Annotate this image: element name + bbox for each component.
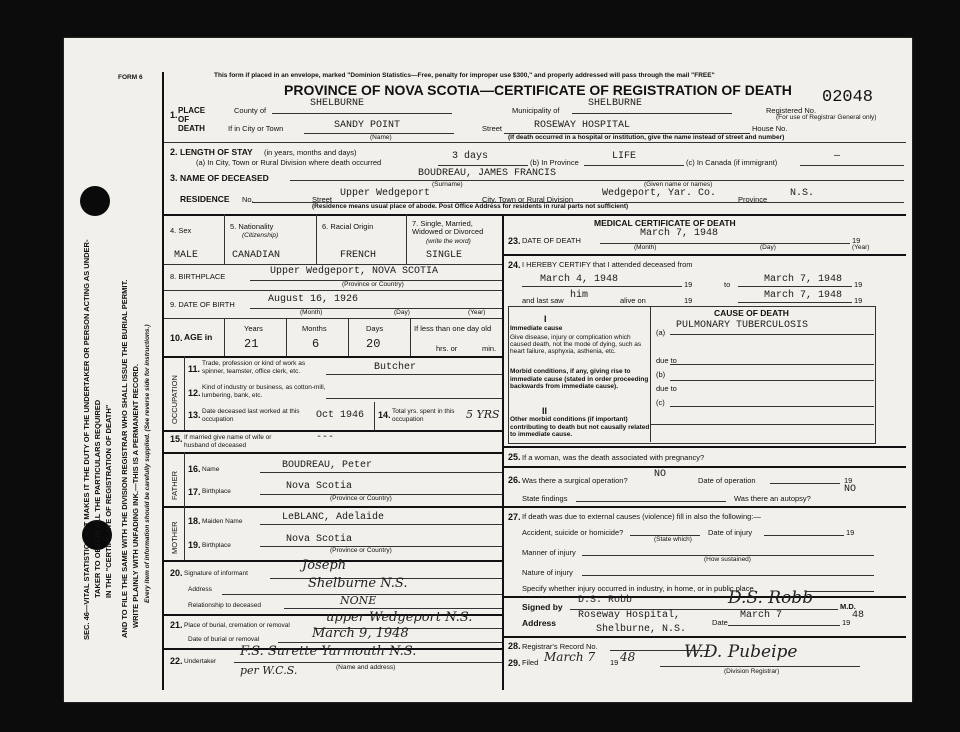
side-text-2: TAKER TO OBTAIN ALL THE PARTICULARS REQUIRED: [93, 399, 102, 598]
surgical-operation: NO: [654, 469, 667, 480]
father-birthplace: Nova Scotia: [286, 481, 353, 492]
attended-from: March 4, 1948: [540, 274, 619, 285]
medical-header: MEDICAL CERTIFICATE OF DEATH: [594, 218, 736, 228]
side-text-5: WRITE PLAINLY WITH UNFADING INK.—THIS IS A PERMANENT RECORD.: [131, 363, 140, 628]
informant-relationship: NONE: [340, 594, 377, 607]
informant-address: Shelburne N.S.: [308, 576, 408, 591]
filed-date: March 7: [544, 650, 596, 664]
last-saw: him: [570, 290, 589, 301]
form-number: FORM 6: [118, 74, 143, 81]
residence-city: Wedgeport, Yar. Co.: [602, 188, 717, 199]
doctor-signature: D.S. Robb: [728, 588, 814, 608]
age-months: 6: [312, 337, 320, 351]
marital-value: SINGLE: [426, 250, 463, 261]
side-text-4: AND TO FILE THE SAME WITH THE DIVISION REGISTRAR WHO SHALL ISSUE THE BURIAL PERMIT.: [120, 279, 129, 638]
attended-to: March 7, 1948: [764, 274, 843, 285]
stay-province: LIFE: [612, 151, 637, 162]
age-years: 21: [244, 337, 259, 351]
side-text-1: SEC. 46—VITAL STATISTICS ACT MAKES IT THE DUTY OF THE UNDERTAKER OR PERSON ACTING AS UNDER-: [82, 239, 91, 640]
burial-date: March 9, 1948: [312, 626, 409, 641]
date-of-death: March 7, 1948: [640, 228, 719, 239]
undertaker-per: per W.C.S.: [240, 664, 298, 677]
alive-on: March 7, 1948: [764, 290, 843, 301]
father-name: BOUDREAU, Peter: [282, 460, 373, 471]
deceased-name: BOUDREAU, JAMES FRANCIS: [418, 168, 557, 179]
municipality-value: SHELBURNE: [588, 98, 643, 109]
place-of-death-label: PLACE OF DEATH: [178, 106, 206, 133]
death-certificate: SEC. 46—VITAL STATISTICS ACT MAKES IT THE DUTY OF THE UNDERTAKER OR PERSON ACTING AS UNDER- TAKER TO OBTAIN ALL THE PARTICULARS REQUIRED IN THE "CERTIFICATE OF REGISTRATION OF DEATH" AND TO FILE THE SAME WITH THE DIVISION REGISTRAR WHO SHALL ISSUE THE BURIAL PERMIT. WRITE PLAINLY WITH UNFADING INK.—THIS IS A PERMANENT RECORD. Every item of information should be carefully supplied. (See reverse side for instructions.) FORM 6 This form if placed in an envelope, marked "Dominion Statistics—Free, penalty for improper use $300," and properly addressed will pass through the mail "FREE" PROVINCE OF NOVA SCOTIA—CERTIFICATE OF REGISTRATION OF DEATH 02048 1. PLACE OF DEATH County of SHELBURNE Municipality of SHELBURNE Registered No. (For use of Registrar General only) If in City or Town SANDY POINT (Name) Street ROSEWAY HOSPITAL House No. (If death occurred in a hospital or institution, give the name instead of street and number) 2. LENGTH OF STAY (in years, months and days) (a) In City, Town or Rural Division where death occurred 3 days (b) In Province LIFE (c) In Canada (if immigrant) — 3. NAME OF DECEASED BOUDREAU, JAMES FRANCIS (Surname) (Given name or names) RESIDENCE No. Street Upper Wedgeport City, Town or Rural Division Wedgeport, Yar. Co. Province N.S. (Residence means usual place of abode. Post Office Address for residents in rural parts not sufficient) 4. Sex MALE 5. Nationality (Citizenship) CANADIAN 6. Racial Origin FRENCH 7. Single, Married, Widowed or Divorced (write the word) SINGLE 8. BIRTHPLACE Upper Wedgeport, NOVA SCOTIA (Province or Country) 9. DATE OF BIRTH August 16, 1926 (Month) (Day) (Year) 10. AGE in Years 21 Months 6 Days 20 If less than one day old hrs. or min. OCCUPATION 11. Trade, profession or kind of work as spinner, teamster, office clerk, etc. Butcher 12. Kind of industry or business, as cotton-mill, lumbering, bank, etc. 13. Date deceased last worked at this occupation Oct 1946 14. Total yrs. spent in this occupation 5 YRS 15. If married give name of wife or husband of deceased --- FATHER 16. Name BOUDREAU, Peter 17. Birthplace Nova Scotia (Province or Country) MOTHER 18. Maiden Name LeBLANC, Adelaide 19. Birthplace Nova Scotia (Province or Country) 20. Signature of informant Joseph Address Shelburne N.S. Relationship to deceased NONE 21. Place of burial, cremation or removal upper Wedgeport N.S. Date of burial or removal March 9, 1948 22. Undertaker F.S. Surette Yarmouth N.S. per W.C.S. (Name and address) MEDICAL CERTIFICATE OF DEATH 23. DATE OF DEATH March 7, 1948 (Month) (Day) 19 (Year) 24. I HEREBY CERTIFY that I attended deceased from March 4, 1948 19 to March 7, 1948 19 and last saw him alive on 19 March 7, 1948 19 CAUSE OF DEATH I Immediate cause Give disease, injury or complication which caused death, not the mode of dying, such as heart failure, asphyxia, asthenia, etc. (a) PULMONARY TUBERCULOSIS due to Morbid conditions, if any, giving rise to immediate cause (stated in order proceeding backwards from immediate cause). (b) due to (c) II Other morbid conditions (if important) contributing to death but not causally related to immediate cause. 25. If a woman, was the death associated with pregnancy? 26. Was there a surgical operation? NO Date of operation 19 State findings Was there an autopsy? NO 27. If death was due to external causes (violence) fill in also the following:— Accident, suicide or homicide? (State which) Date of injury 19 Manner of injury (How sustained) Nature of injury Specify whether injury occurred in industry, in home, or in public place Signed by D.S. Robb D.S. Robb M.D. Address Roseway Hospital, Shelburne, N.S. Date March 7 19 48 28. Registrar's Record No. 29. Filed March 7 19 48 W.D. Pubeipe (Division Registrar): [64, 38, 912, 702]
side-text-6: Every item of information should be carefully supplied. (See reverse side for instructions.): [144, 324, 151, 603]
registrar-signature: W.D. Pubeipe: [684, 642, 798, 662]
residence-province: N.S.: [790, 188, 815, 199]
informant-signature: Joseph: [302, 558, 347, 573]
occupation-trade: Butcher: [374, 362, 417, 373]
certificate-date: March 7: [740, 610, 783, 621]
racial-value: FRENCH: [340, 250, 377, 261]
sex-value: MALE: [174, 250, 199, 261]
undertaker-name: F.S. Surette Yarmouth N.S.: [240, 644, 417, 659]
side-text-3: IN THE "CERTIFICATE OF REGISTRATION OF DEATH": [104, 404, 113, 598]
mother-name: LeBLANC, Adelaide: [282, 512, 385, 523]
cause-a: PULMONARY TUBERCULOSIS: [676, 320, 809, 331]
age-days: 20: [366, 337, 381, 351]
stay-city: 3 days: [452, 151, 489, 162]
spouse-name: ---: [316, 432, 335, 443]
registered-number: 02048: [822, 88, 874, 107]
autopsy: NO: [844, 484, 857, 495]
page-title: PROVINCE OF NOVA SCOTIA—CERTIFICATE OF REGISTRATION OF DEATH: [284, 82, 792, 98]
last-worked: Oct 1946: [316, 410, 365, 421]
mail-notice: This form if placed in an envelope, marked "Dominion Statistics—Free, penalty for improper use $300," and properly addressed will pass through the mail "FREE": [214, 72, 715, 79]
punch-hole: [80, 186, 110, 216]
doctor-address: Roseway Hospital,: [578, 610, 681, 621]
city-value: SANDY POINT: [334, 120, 401, 131]
burial-place: upper Wedgeport N.S.: [326, 610, 473, 625]
nationality-value: CANADIAN: [232, 250, 281, 261]
birthplace-value: Upper Wedgeport, NOVA SCOTIA: [270, 266, 439, 277]
residence-street: Upper Wedgeport: [340, 188, 431, 199]
dob-value: August 16, 1926: [268, 294, 359, 305]
county-value: SHELBURNE: [310, 98, 365, 109]
doctor-address-2: Shelburne, N.S.: [596, 624, 687, 635]
street-value: ROSEWAY HOSPITAL: [534, 120, 631, 131]
signed-by: D.S. Robb: [578, 595, 633, 606]
years-occupation: 5 YRS: [466, 408, 500, 421]
stay-canada: —: [834, 151, 841, 162]
mother-birthplace: Nova Scotia: [286, 534, 353, 545]
